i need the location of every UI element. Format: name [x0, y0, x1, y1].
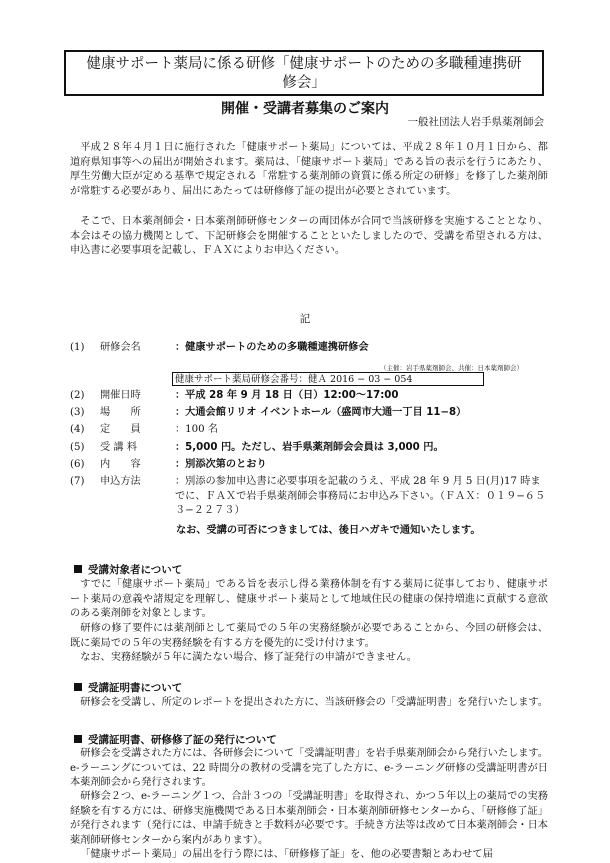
item-label: 開催日時	[100, 390, 141, 401]
item-label: 定 員	[100, 424, 141, 435]
item-value: ：別添次第のとおり	[175, 459, 267, 470]
section-paragraph: 研修の修了要件には薬剤師として薬局での５年の実務経験が必要であることから、今回の研修会は、既に薬局での５年の実務経験を有する方を優先的に受け付けます。	[70, 623, 548, 649]
subtitle: 開催・受講者募集のご案内	[221, 101, 389, 117]
intro-paragraph-1: 平成２８年４月１日に施行された「健康サポート薬局」については、平成２８年１０月１日から、都道府県知事等への届出が開始されます。薬局は、「健康サポート薬局」である旨の表示を行うにあたり、厚生労働大臣が定める基準で規定される「常駐する薬剤師の資質に係る所定の研修」を修了した薬剤師が常駐する必要があり、届出にあたっては研修修了証の提出が必要とされています。	[70, 142, 548, 197]
section-paragraph: 研修会を受講し、所定のレポートを提出された方に、当該研修会の「受講証明書」を発行いたします。	[80, 697, 548, 708]
item-label: 受 講 料	[100, 442, 138, 453]
square-bullet-icon	[74, 565, 82, 573]
host-note: （主催：岩手県薬剤師会、共催：日本薬剤師会）	[380, 364, 523, 372]
item-number: (3)	[70, 407, 85, 418]
item-value: ：大通会館リリオ イベントホール（盛岡市大通一丁目 11−8）	[175, 407, 467, 418]
section-paragraph: すでに「健康サポート薬局」である旨を表示し得る業務体制を有する薬局に従事しており、健康サポート薬局の意義や諸規定を理解し、健康サポート薬局として地域住民の健康の保持増進に貢献する意欲のある薬剤師を対象とします。	[70, 579, 548, 620]
item-label: 内 容	[100, 459, 141, 470]
section-paragraph: 研修会２つ、e-ラーニング１つ、合計３つの「受講証明書」を取得され、かつ５年以上の薬局での実務経験を有する方には、研修実施機関である日本薬剤師会・日本薬剤師研修センターから、「研修修了証」が発行されます（発行には、申請手続きと手数料が必要です。手続き方法等は改めて日本薬剤師会・日本薬剤師研修センターから案内があります）。	[70, 791, 548, 846]
section-heading	[74, 732, 277, 747]
intro-paragraph-2: そこで、日本薬剤師会・日本薬剤師研修センターの両団体が合同で当該研修を実施することとなり、本会はその協力機関として、下記研修会を開催することといたしましたので、受講を希望される方は、申込書に必要事項を記載し、ＦＡＸによりお申込ください。	[70, 216, 548, 257]
item-label: 場 所	[100, 407, 141, 418]
item-label: 研修会名	[100, 342, 141, 353]
square-bullet-icon	[74, 735, 82, 743]
training-number-box: 健康サポート薬局研修会番号：健Ａ 2016 − 03 − 054	[172, 372, 484, 386]
section-heading-text: 受講証明書、研修修了証の発行について	[88, 734, 277, 746]
item-value: ：別添の参加申込書に必要事項を記載のうえ、平成 28 年 9 月 5 日(月)17 時までに、ＦＡＸで岩手県薬剤師会事務局にお申込み下さい。（ＦＡＸ：０１９−６５３−２２７３）	[175, 476, 546, 517]
section-paragraph: 「健康サポート薬局」の届出を行う際には、「研修修了証」を、他の必要書類とあわせて届	[80, 849, 493, 860]
item-value: ：5,000 円。ただし、岩手県薬剤師会会員は 3,000 円。	[175, 442, 444, 453]
title-box	[64, 50, 544, 96]
section-paragraph: 研修会を受講された方には、各研修会について「受講証明書」を岩手県薬剤師会から発行いたします。e-ラーニングについては、22 時間分の教材の受講を完了した方に、e-ラーニング研修の受講証明書が日本薬剤師会から発行されます。	[70, 748, 548, 789]
section-heading	[74, 680, 182, 695]
item-label: 申込方法	[100, 476, 141, 487]
section-heading-text: 受講対象者について	[88, 564, 183, 576]
item-number: (5)	[70, 442, 85, 453]
item-number: (6)	[70, 459, 85, 470]
section-heading	[74, 562, 182, 577]
item-number: (7)	[70, 476, 85, 487]
organization: 一般社団法人岩手県薬剤師会	[407, 116, 544, 128]
section-heading-text: 受講証明書について	[88, 682, 183, 694]
item-number: (1)	[70, 342, 85, 353]
title-line1: 健康サポート薬局に係る研修「健康サポートのための多職種連携研	[86, 56, 522, 72]
apply-note: なお、受講の可否につきましては、後日ハガキで通知いたします。	[176, 525, 481, 536]
title-line2: 修会」	[282, 75, 326, 91]
item-number: (2)	[70, 390, 85, 401]
item-value: ：健康サポートのための多職種連携研修会	[175, 342, 369, 353]
item-value: ：平成 28 年 9 月 18 日（日）12:00～17:00	[175, 390, 399, 401]
ki-heading: 記	[299, 313, 311, 325]
square-bullet-icon	[74, 683, 82, 691]
item-number: (4)	[70, 424, 85, 435]
item-value: ：100 名	[175, 424, 219, 435]
section-paragraph: なお、実務経験が５年に満たない場合、修了証発行の申請ができません。	[80, 652, 417, 663]
